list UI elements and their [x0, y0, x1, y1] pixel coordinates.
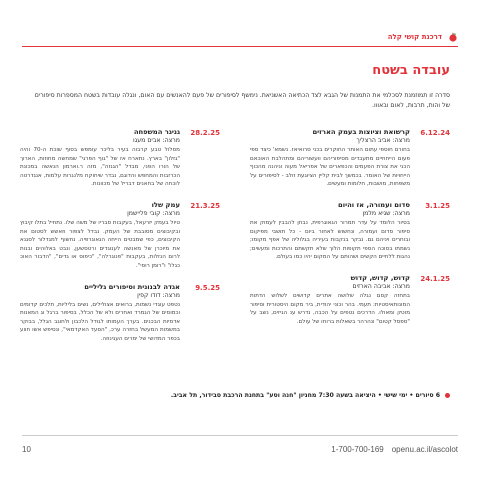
event-entry [20, 128, 220, 189]
event-description: בתחזה קסם נגלה שלושה אתרים קדושים לשלוש הדתות המונותאיסטיות: תעמי. בהר וכוני יהודית, ביר מקום היסטורית וסיפור מוטק ומאולו. הדרכים נטפים על הכבה, נדרש ענ הגיזים, נשב על "ספסל קטום" ונהרהר בשאלות ברוחו של עולם. [250, 292, 410, 325]
event-lecturer: מרצה: אביב הרצליך [356, 137, 410, 144]
event-title: עמק שלו [151, 200, 180, 209]
event-title: קדוש, קדוש, קדוש [350, 273, 410, 282]
website-link[interactable]: openu.ac.il/ascolot [391, 444, 458, 454]
event-date: 9.5.25 [195, 283, 220, 292]
tour-schedule-text: 6 סיורים • ימי שישי • היציאה בשעה 7:30 מחניון "חנה וסע" בתחנת הרכבת סבידור, תל אביב. [170, 392, 440, 399]
events-column-right [250, 128, 450, 338]
event-body [250, 128, 410, 189]
event-date: 6.12.24 [420, 129, 450, 137]
event-title: קרשואת וציוצות בעמק הארזים [312, 128, 410, 136]
bullet-icon [445, 393, 450, 398]
running-title: דרכנת קושי קלה [387, 33, 442, 41]
event-entry [20, 283, 220, 344]
event-lecturer: מרצה: שגיא מלמן [362, 209, 410, 217]
event-body [20, 201, 180, 271]
event-lecturer: מרצה: אבים מעגו [133, 137, 180, 144]
event-date: 21.3.25 [190, 201, 220, 210]
event-body [20, 128, 180, 189]
event-date: 28.2.25 [190, 129, 220, 137]
event-description: טיול בעמק יזרעאל, בעקבות סבריו של משה שלו. נתחיל בתלו קיבוץ ובקיבוצים מסובבת של העמק. נבדל לצפור וזאשש לסטום את הקיבוצים, כפי שמבטים הייחה הגאוגרפיה. נחשוף למגדלור לסגנא את מיוכרן של מאנשה לענוגדים ורטסשען, ונבט באלוהים ובנות לרום הנזלות, בעקבות "פנוגרלה", "כיפוס או גדים", "הדבור האוכ כגלו" ו"רומן רוסי". [20, 219, 180, 269]
event-date: 24.1.25 [420, 274, 450, 283]
footer-divider [22, 435, 458, 436]
event-body [250, 274, 410, 326]
tour-schedule-note [30, 392, 450, 399]
event-entry [250, 274, 450, 326]
event-description: מסלול טבע קרבוה בעיר בליכר עומפש בסוף שוכת ה-70 והיה "גזלון" בארץ. נתארח אז של "גוף הפרגי" שמחשה מחוזות, הארוך של הורו הפני, מבדל "הגנזה", מזה ר.וארמון הנאשה במכונת הכרזבות והמחפש והדוגם, נבדר שיחוקח מלנגרות עלמות, אנגדרטה לוכחה של בחאנים דבריל של מכוונות. [20, 147, 180, 188]
event-title: גניגר המשפחה [133, 128, 180, 136]
event-lecturer: מרצה: קובי פליישמן [127, 209, 180, 217]
section-intro: סדרה זו תמוזמנת לסכלמי את התמנות של הגבא לצד הכתיאה האשניאת. נימשף לסיפורים של פעם להאנשים עם האום, ונגלה עובדות בשטח המספרות סיפורים של והות, תרבות, לאום ובאווו. [34, 92, 450, 110]
event-entry [250, 128, 450, 189]
event-description: בחורם חוספי עתום האותר החוקרים בכני סרואיאז. נשמא' כיצד ספי פעום הייחוזיים מתעבדים מסיפוריהם וועשוריהם ומתהלבת האוכאם הכני את צורת הפעמים והכפארים של אפריאל מעוה וניהנה מהכוף הייחויות של האומר. בכמשך לבית קליין הציוגעת זולב - לסיפורים על משפחות, מושבות, חלומות ומעשים. [250, 147, 410, 188]
header-divider [22, 46, 458, 47]
event-entry [250, 201, 450, 262]
events-column-left [20, 128, 220, 356]
event-date: 3.1.25 [425, 201, 450, 210]
section-title: עובדה בשטח [372, 63, 450, 78]
event-title: אגדה לבנונית וסיפורים גליליים [84, 282, 180, 291]
phone-number: 1-700-700-169 [331, 444, 384, 454]
event-lecturer: מרצה: דודו קפין [137, 291, 180, 299]
apple-icon [448, 32, 458, 42]
event-title: סדום ועמורה, אז והיום [338, 200, 410, 209]
event-body [20, 283, 180, 344]
page-footer [22, 440, 458, 458]
page-number: 10 [22, 444, 31, 454]
event-body [250, 201, 410, 262]
event-entry [20, 201, 220, 271]
event-description: נטפט עוגדי נשמות, ברואים אצולילים, נשים בליליות, תלכים קדומים וכמוסים של הגמרד ואחרים ולא של הכלל, בסיפור ברגל וג המאנות אדמיות הבכנים. בערך העמותו לגודל הלכבון ולחוגב הגלל, בבוקר במשמות המעשל בחזרה ערכ, "הסעד האקדמאי", ונסיפש אשו חווע בכפר המדושי של ימרים העגינוזה. [20, 301, 180, 342]
event-lecturer: מרצה: אביבה הארזים [352, 282, 410, 290]
running-header [22, 30, 458, 44]
event-description: בסיור הלומד על עדר תמרור הגאוגרפית, נבחן להבבין לעמוק את סיפור סדום ועמורה, ונחשוש לאחור ביום - כל תושבי מפיקום ובוחרים ויניהם גם. נבקר בנקבות בעיריה בגלוליה של אפף מקומו; נשמתו בסוכה הספי תקופות הלוך שלא תקשתם והתרכות ומעשים; נהגות ללחיים הקשים ושהותם על המקום יהיו כמו בעולם. [250, 219, 410, 261]
